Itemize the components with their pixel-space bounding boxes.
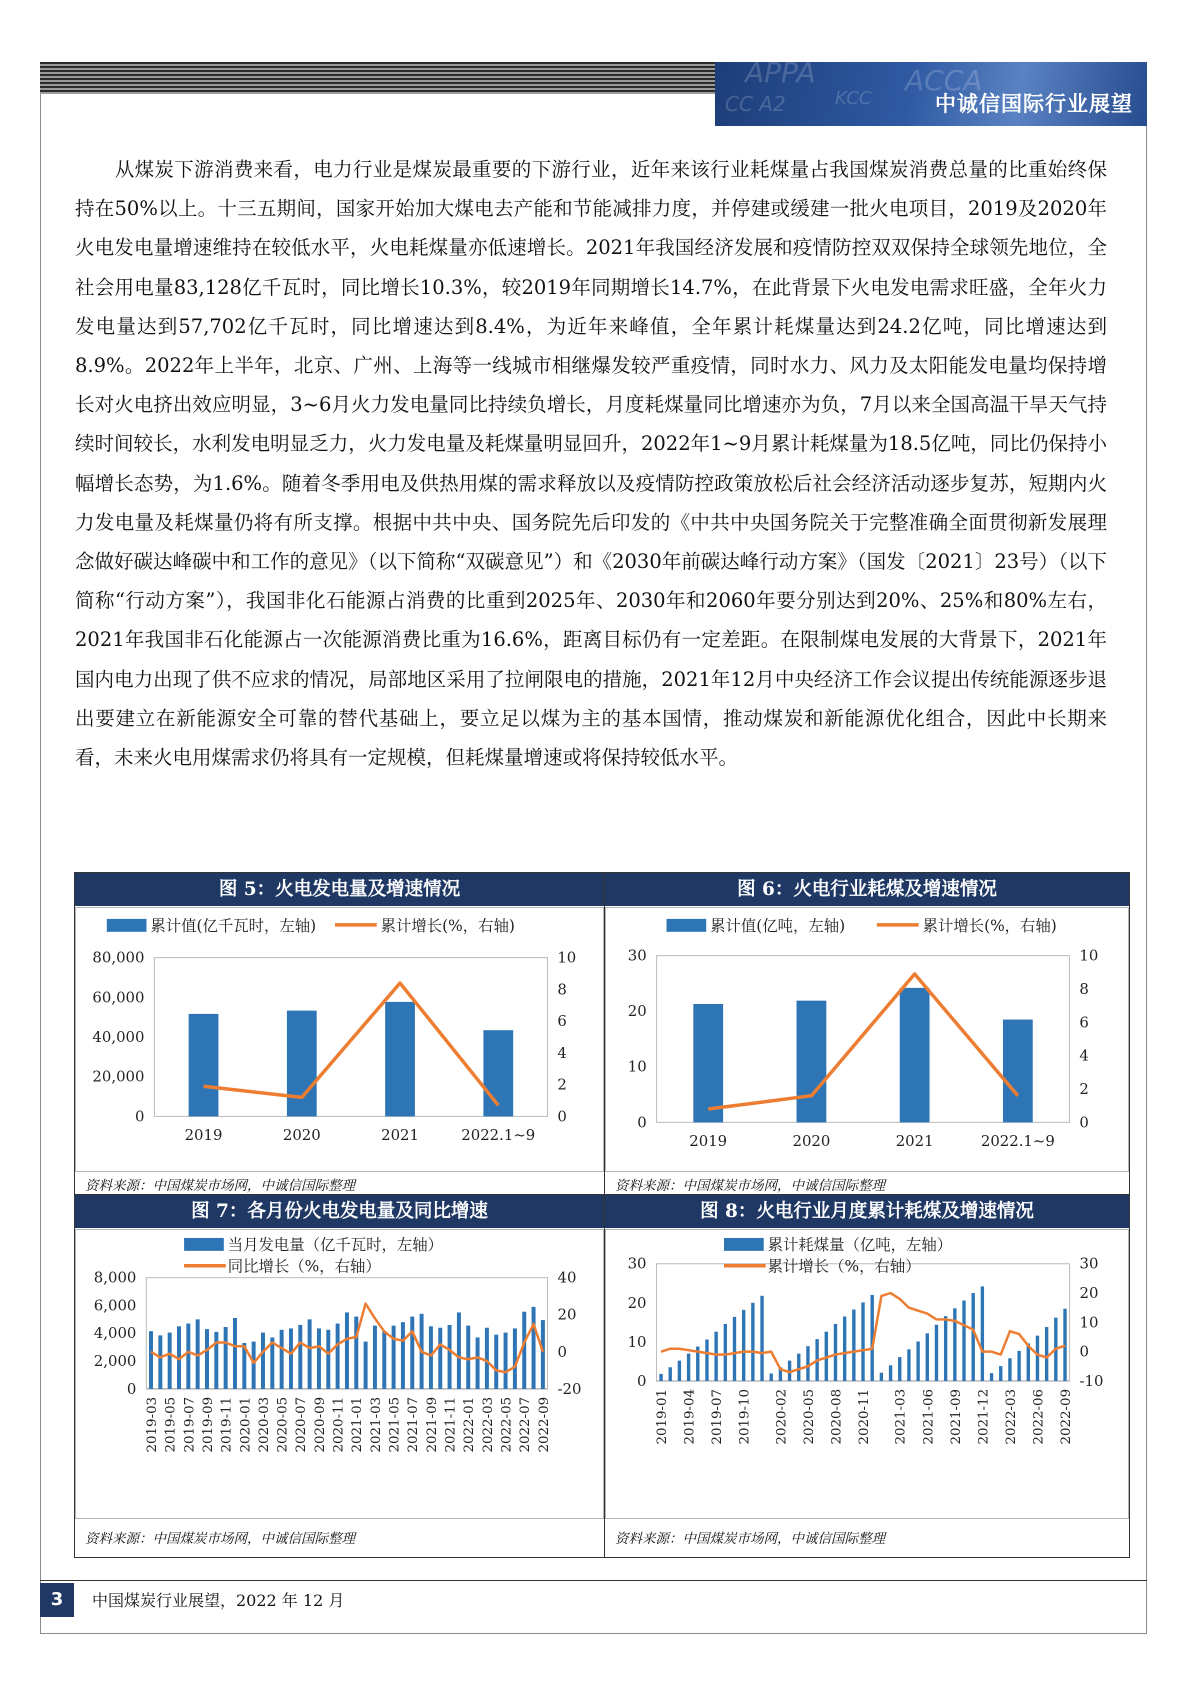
bar	[149, 1331, 153, 1389]
x-tick-label: 2022-05	[499, 1396, 515, 1453]
bar	[233, 1318, 237, 1389]
x-tick-label: 2021	[381, 1126, 419, 1145]
x-tick-label: 2020-01	[238, 1396, 254, 1453]
bar	[280, 1330, 284, 1389]
y-right-tick-label: 10	[1079, 1313, 1099, 1332]
bar	[770, 1374, 773, 1381]
y-left-tick-label: 0	[126, 1379, 137, 1398]
x-tick-label: 2021-09	[424, 1396, 440, 1453]
page-number: 3	[40, 1583, 74, 1617]
x-tick-label: 2020-07	[294, 1396, 310, 1453]
bar	[298, 1325, 302, 1389]
x-tick-label: 2022.1~9	[980, 1132, 1055, 1151]
bar	[742, 1310, 745, 1381]
bar	[880, 1373, 883, 1381]
x-tick-label: 2021-03	[368, 1396, 384, 1453]
y-left-tick-label: 6,000	[93, 1296, 137, 1315]
y-left-tick-label: 2,000	[93, 1352, 137, 1371]
bar	[972, 1293, 975, 1381]
y-left-tick-label: 4,000	[93, 1324, 137, 1343]
bar	[733, 1317, 736, 1381]
x-tick-label: 2019	[689, 1132, 728, 1151]
bar	[287, 1011, 317, 1117]
y-left-tick-label: 40,000	[92, 1027, 145, 1046]
x-tick-label: 2021-09	[948, 1388, 964, 1445]
bar	[317, 1328, 321, 1388]
bar	[448, 1325, 452, 1389]
bar	[457, 1312, 461, 1388]
bar	[916, 1341, 919, 1380]
bar	[261, 1333, 265, 1389]
bar	[669, 1367, 672, 1381]
footer-rule	[40, 1580, 1147, 1581]
bar	[485, 1328, 489, 1389]
y-right-tick-label: -20	[557, 1379, 582, 1398]
bar	[504, 1333, 508, 1389]
x-tick-label: 2019-01	[655, 1388, 671, 1445]
body-paragraph-text: 从煤炭下游消费来看，电力行业是煤炭最重要的下游行业，近年来该行业耗煤量占我国煤炭消费总量的比重始终保持在50%以上。十三五期间，国家开始加大煤电去产能和节能减排力度，并停建或缓建一批火电项目，2019及2020年火电发电量增速维持在较低水平，火电耗煤量亦低速增长。2021年我国经济发展和疫情防控双双保持全球领先地位，全社会用电量83,128亿千瓦时，同比增长10.3%，较2019年同期增长14.7%，在此背景下火电发电需求旺盛，全年火力发电量达到57,702亿千瓦时，同比增速达到8.4%，为近年来峰值，全年累计耗煤量达到24.2亿吨，同比增速达到8.9%。2022年上半年，北京、广州、上海等一线城市相继爆发较严重疫情，同时水力、风力及太阳能发电量均保持增长对火电挤出效应明显，3~6月火力发电量同比持续负增长，月度耗煤量同比增速亦为负，7月以来全国高温干旱天气持续时间较长，水利发电明显乏力，火力发电量及耗煤量明显回升，2022年1~9月累计耗煤量为18.5亿吨，同比仍保持小幅增长态势，为1.6%。随着冬季用电及供热用煤的需求释放以及疫情防控政策放松后社会经济活动逐步复苏，短期内火力发电量及耗煤量仍将有所支撑。根据中共中央、国务院先后印发的《中共中央国务院关于完整准确全面贯彻新发展理念做好碳达峰碳中和工作的意见》（以下简称“双碳意见”）和《2030年前碳达峰行动方案》（国发〔2021〕23号）（以下简称“行动方案”），我国非化石能源占消费的比重到2025年、2030年和2060年要分别达到20%、25%和80%左右，2021年我国非石化能源占一次能源消费比重为16.6%，距离目标仍有一定差距。在限制煤电发展的大背景下，2021年国内电力出现了供不应求的情况，局部地区采用了拉闸限电的措施，2021年12月中央经济工作会议提出传统能源逐步退出要建立在新能源安全可靠的替代基础上，要立足以煤为主的基本国情，推动煤炭和新能源优化组合，因此中长期来看，未来火电用煤需求仍将具有一定规模，但耗煤量增速或将保持较低水平。	[75, 158, 1107, 770]
banner-decor-text: APPA	[745, 62, 816, 89]
x-tick-label: 2020	[282, 1126, 321, 1145]
bar	[385, 1002, 415, 1117]
bar	[687, 1354, 690, 1381]
bar	[953, 1308, 956, 1381]
legend-label-bar: 当月发电量（亿千瓦时，左轴）	[227, 1235, 444, 1254]
bar	[168, 1333, 172, 1389]
y-left-tick-label: 0	[135, 1107, 145, 1126]
bar	[714, 1332, 717, 1381]
bar	[158, 1335, 162, 1389]
bar	[889, 1365, 892, 1381]
bar	[373, 1326, 377, 1389]
x-tick-label: 2021-12	[976, 1388, 992, 1445]
x-tick-label: 2020	[792, 1132, 831, 1151]
bar	[364, 1342, 368, 1389]
bar	[522, 1312, 526, 1389]
x-tick-label: 2019-07	[182, 1396, 198, 1453]
y-right-tick-label: 20	[557, 1305, 577, 1324]
y-right-tick-label: 0	[1079, 1113, 1089, 1132]
y-left-tick-label: 8,000	[93, 1268, 137, 1287]
y-right-tick-label: 4	[1079, 1046, 1089, 1065]
bar	[1008, 1358, 1011, 1381]
x-tick-label: 2021-03	[893, 1388, 909, 1445]
bar	[724, 1324, 727, 1381]
bar	[834, 1324, 837, 1381]
bar	[944, 1316, 947, 1381]
y-right-tick-label: 10	[557, 948, 577, 967]
bar	[308, 1319, 312, 1389]
chart-fig8-svg	[606, 1230, 1128, 1518]
legend-swatch-bar	[107, 919, 147, 932]
bar	[806, 1346, 809, 1381]
y-right-tick-label: -10	[1079, 1371, 1104, 1390]
bar	[214, 1332, 218, 1389]
source-fig5: 资料来源：中国煤炭市场网，中诚信国际整理	[85, 1178, 355, 1194]
x-tick-label: 2021-11	[443, 1396, 459, 1453]
x-tick-label: 2019-03	[144, 1396, 160, 1453]
body-paragraph	[75, 150, 1107, 777]
bar	[1045, 1327, 1048, 1381]
bar	[678, 1361, 681, 1381]
bar	[186, 1324, 190, 1389]
x-tick-label: 2020-02	[774, 1388, 790, 1445]
bar	[513, 1328, 517, 1388]
bar	[693, 1004, 723, 1122]
bar	[289, 1328, 293, 1388]
banner-decor-text: ACCA	[905, 64, 983, 97]
x-tick-label: 2022-09	[536, 1396, 552, 1453]
bar	[224, 1327, 228, 1389]
y-right-tick-label: 6	[557, 1012, 567, 1031]
x-tick-label: 2020-09	[312, 1396, 328, 1453]
bar	[962, 1300, 965, 1380]
legend-swatch-bar	[184, 1238, 224, 1251]
x-tick-label: 2022-06	[1031, 1388, 1047, 1445]
chart-fig7	[75, 1229, 604, 1519]
y-right-tick-label: 30	[1079, 1254, 1099, 1273]
x-tick-label: 2022-03	[480, 1396, 496, 1453]
y-left-tick-label: 60,000	[92, 988, 145, 1007]
chart-fig7-svg	[76, 1230, 603, 1518]
x-tick-label: 2021-07	[406, 1396, 422, 1453]
x-tick-label: 2019-09	[200, 1396, 216, 1453]
x-tick-label: 2020-08	[829, 1388, 845, 1445]
figure-title-5: 图 5：火电发电量及增速情况	[75, 873, 604, 906]
bar	[1036, 1336, 1039, 1381]
bar	[429, 1326, 433, 1389]
y-left-tick-label: 80,000	[92, 948, 145, 967]
bar	[326, 1330, 330, 1389]
bar	[999, 1366, 1002, 1381]
bar	[900, 988, 930, 1122]
bar	[659, 1374, 662, 1381]
y-left-tick-label: 20	[627, 1002, 647, 1021]
y-right-tick-label: 0	[557, 1342, 567, 1361]
x-tick-label: 2019	[184, 1126, 223, 1145]
y-right-tick-label: 8	[557, 980, 567, 999]
bar	[205, 1329, 209, 1389]
footer-text: 中国煤炭行业展望，2022 年 12 月	[92, 1591, 345, 1610]
legend-swatch-bar	[667, 919, 707, 932]
legend-label-line: 累计增长(%，右轴)	[922, 916, 1057, 935]
bar	[926, 1333, 929, 1381]
y-left-tick-label: 10	[627, 1057, 647, 1076]
x-tick-label: 2021-05	[387, 1396, 403, 1453]
bar	[935, 1325, 938, 1381]
legend-label-line: 累计增长（%，右轴）	[767, 1257, 921, 1276]
legend-label-bar: 累计值(亿千瓦时，左轴)	[150, 916, 317, 935]
y-left-tick-label: 30	[627, 1254, 647, 1273]
bar	[852, 1309, 855, 1380]
y-right-tick-label: 10	[1079, 946, 1099, 965]
y-left-tick-label: 0	[637, 1371, 647, 1390]
bar	[907, 1349, 910, 1381]
banner-decor-text: CC A2	[725, 92, 786, 116]
x-tick-label: 2022.1~9	[461, 1126, 536, 1145]
x-tick-label: 2020-11	[331, 1396, 347, 1453]
x-tick-label: 2019-11	[219, 1396, 235, 1453]
x-tick-label: 2021-06	[921, 1388, 937, 1445]
y-right-tick-label: 0	[557, 1107, 567, 1126]
bar	[990, 1373, 993, 1381]
y-left-tick-label: 0	[637, 1113, 647, 1132]
bar	[843, 1316, 846, 1380]
chart-fig6	[605, 907, 1129, 1172]
legend-swatch-bar	[724, 1238, 764, 1251]
bar	[981, 1286, 984, 1381]
chart-fig5-svg	[76, 908, 603, 1171]
y-right-tick-label: 2	[1079, 1079, 1089, 1098]
bar	[861, 1302, 864, 1381]
x-tick-label: 2020-05	[801, 1388, 817, 1445]
bar	[1017, 1351, 1020, 1381]
x-tick-label: 2019-07	[710, 1388, 726, 1445]
bar	[898, 1357, 901, 1381]
x-tick-label: 2021	[895, 1132, 934, 1151]
bar	[382, 1331, 386, 1389]
y-left-tick-label: 20,000	[92, 1067, 145, 1086]
source-fig7: 资料来源：中国煤炭市场网，中诚信国际整理	[85, 1531, 355, 1547]
bar	[1003, 1020, 1033, 1123]
bar	[401, 1322, 405, 1389]
bar	[466, 1326, 470, 1389]
legend-label-bar: 累计耗煤量（亿吨，左轴）	[767, 1235, 953, 1254]
y-left-tick-label: 20	[627, 1293, 647, 1312]
figure-title-6: 图 6：火电行业耗煤及增速情况	[605, 873, 1129, 906]
bar	[797, 1354, 800, 1381]
chart-fig5	[75, 907, 604, 1172]
series-line	[708, 974, 1018, 1109]
x-tick-label: 2020-05	[275, 1396, 291, 1453]
bar	[345, 1312, 349, 1388]
x-tick-label: 2022-09	[1058, 1388, 1074, 1445]
header-banner	[715, 62, 1147, 126]
figure-title-7: 图 7：各月份火电发电量及同比增速	[75, 1195, 604, 1228]
bar	[797, 1001, 827, 1123]
bar	[494, 1335, 498, 1389]
bar	[410, 1317, 414, 1389]
x-tick-label: 2022-03	[1003, 1388, 1019, 1445]
bar	[476, 1337, 480, 1388]
x-tick-label: 2020-11	[856, 1388, 872, 1445]
y-right-tick-label: 2	[557, 1075, 567, 1094]
bar	[532, 1307, 536, 1389]
y-right-tick-label: 8	[1079, 979, 1089, 998]
header-stripes	[40, 62, 715, 94]
y-left-tick-label: 10	[627, 1332, 647, 1351]
figure-title-8: 图 8：火电行业月度累计耗煤及增速情况	[605, 1195, 1129, 1228]
y-right-tick-label: 4	[557, 1043, 567, 1062]
legend-label-line: 累计增长(%，右轴)	[380, 916, 515, 935]
bar	[751, 1303, 754, 1381]
legend-label-line: 同比增长（%，右轴）	[227, 1257, 381, 1276]
chart-fig6-svg	[606, 908, 1128, 1171]
bar	[252, 1342, 256, 1389]
bar	[336, 1324, 340, 1389]
bar	[705, 1340, 708, 1381]
x-tick-label: 2019-04	[682, 1388, 698, 1445]
x-tick-label: 2019-05	[163, 1396, 179, 1453]
figure-grid	[74, 872, 1130, 1558]
source-fig8: 资料来源：中国煤炭市场网，中诚信国际整理	[615, 1531, 885, 1547]
bar	[760, 1296, 763, 1381]
x-tick-label: 2021-01	[350, 1396, 366, 1453]
source-fig6: 资料来源：中国煤炭市场网，中诚信国际整理	[615, 1178, 885, 1194]
bar	[189, 1014, 219, 1117]
header-title: 中诚信国际行业展望	[935, 92, 1133, 116]
bar	[541, 1320, 545, 1389]
bar	[1063, 1309, 1066, 1381]
x-tick-label: 2022-07	[518, 1396, 534, 1453]
x-tick-label: 2020-03	[256, 1396, 272, 1453]
y-right-tick-label: 20	[1079, 1284, 1099, 1303]
x-tick-label: 2019-10	[737, 1388, 753, 1445]
legend-label-bar: 累计值(亿吨，左轴)	[710, 916, 846, 935]
y-right-tick-label: 40	[557, 1268, 577, 1287]
y-right-tick-label: 6	[1079, 1013, 1089, 1032]
y-left-tick-label: 30	[627, 946, 647, 965]
series-line	[204, 983, 499, 1105]
y-right-tick-label: 0	[1079, 1342, 1089, 1361]
chart-fig8	[605, 1229, 1129, 1519]
x-tick-label: 2022-01	[462, 1396, 478, 1453]
bar	[438, 1328, 442, 1389]
bar	[1027, 1343, 1030, 1380]
banner-decor-text: KCC	[835, 88, 872, 109]
bar	[392, 1326, 396, 1389]
